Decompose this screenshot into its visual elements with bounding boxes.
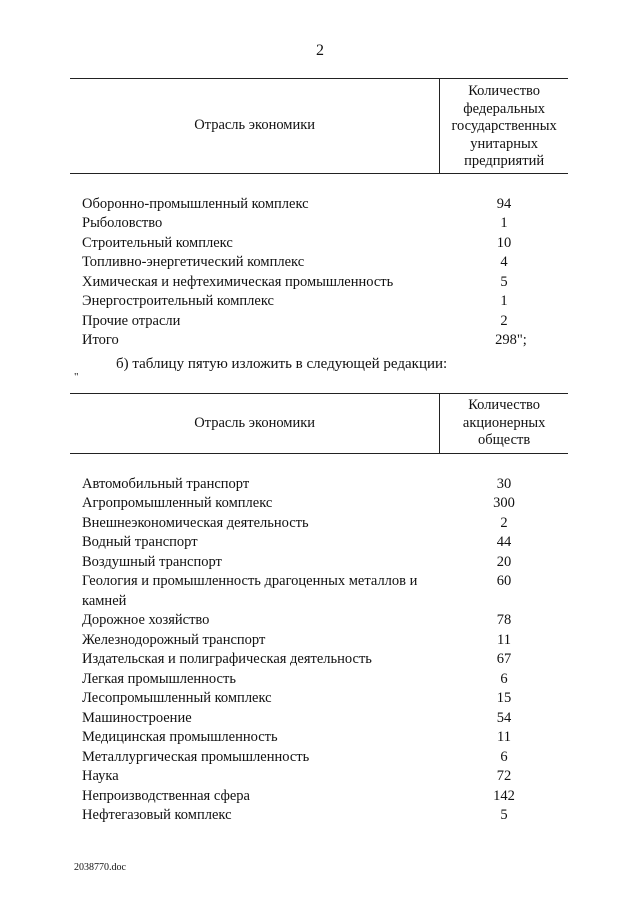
table-row xyxy=(70,195,568,215)
row-count: 30 xyxy=(496,475,512,492)
table-row xyxy=(70,234,568,254)
row-count: 2 xyxy=(500,312,508,329)
row-industry: Железнодорожный транспорт xyxy=(82,631,266,648)
row-industry: Итого xyxy=(82,332,119,348)
row-count: 142 xyxy=(493,787,515,804)
table-row xyxy=(70,689,568,709)
header-count-label xyxy=(439,79,568,173)
row-count: 1 xyxy=(500,293,508,309)
row-count: 11 xyxy=(497,631,511,648)
row-count: 5 xyxy=(500,807,508,823)
row-count: 15 xyxy=(496,690,512,706)
row-count: 54 xyxy=(496,709,512,726)
row-industry: Энергостроительный комплекс xyxy=(82,293,274,309)
row-industry: Геология и промышленность драгоценных металлов и xyxy=(82,573,418,589)
table-body xyxy=(70,174,568,351)
header-count-line: предприятий xyxy=(464,153,545,169)
row-industry: Наука xyxy=(82,768,119,784)
table-header xyxy=(70,78,568,174)
row-count: 1 xyxy=(500,215,508,231)
row-industry: Медицинская промышленность xyxy=(82,729,278,745)
table-header xyxy=(70,393,568,454)
row-count: 6 xyxy=(500,670,508,687)
row-count: 72 xyxy=(496,768,512,784)
header-industry-label: Отрасль экономики xyxy=(194,117,316,134)
table-joint-stock-companies xyxy=(70,393,568,826)
row-industry: Прочие отрасли xyxy=(82,312,181,329)
header-count-label xyxy=(439,394,568,453)
header-industry-label: Отрасль экономики xyxy=(194,414,316,431)
table-body xyxy=(70,454,568,826)
row-industry: Лесопромышленный комплекс xyxy=(82,690,272,706)
table-row xyxy=(70,533,568,553)
row-industry: Воздушный транспорт xyxy=(82,553,222,570)
page-number: 2 xyxy=(316,42,324,59)
row-industry: Внешнеэкономическая деятельность xyxy=(82,514,309,531)
header-count-line: Количество xyxy=(468,83,541,99)
row-count-total: 298"; xyxy=(495,332,527,348)
table-row xyxy=(70,748,568,768)
row-industry: Строительный комплекс xyxy=(82,234,233,251)
row-count: 2 xyxy=(500,514,508,531)
row-industry: Металлургическая промышленность xyxy=(82,748,310,765)
header-count-line: унитарных xyxy=(470,135,538,152)
table-row-continuation xyxy=(70,592,568,612)
row-industry: Издательская и полиграфическая деятельность xyxy=(82,651,372,667)
row-count: 78 xyxy=(496,612,512,628)
table-row xyxy=(70,631,568,651)
row-industry: Топливно-энергетический комплекс xyxy=(82,254,305,270)
header-count-line: Количество xyxy=(468,397,541,413)
table-row xyxy=(70,806,568,826)
header-count-line: обществ xyxy=(478,432,531,448)
row-industry: Дорожное хозяйство xyxy=(82,612,210,628)
row-industry: Агропромышленный комплекс xyxy=(82,495,273,511)
row-industry: Автомобильный транспорт xyxy=(82,475,250,492)
row-count: 6 xyxy=(500,748,508,765)
table-row xyxy=(70,611,568,631)
row-count: 4 xyxy=(500,254,508,270)
row-industry: Оборонно-промышленный комплекс xyxy=(82,195,309,212)
row-industry: Рыболовство xyxy=(82,215,163,231)
row-industry: Легкая промышленность xyxy=(82,670,236,687)
row-count: 5 xyxy=(500,273,508,290)
table-row xyxy=(70,553,568,573)
table-row xyxy=(70,292,568,312)
row-count: 44 xyxy=(496,534,512,550)
table-row xyxy=(70,253,568,273)
table-row xyxy=(70,312,568,332)
table-row xyxy=(70,767,568,787)
row-count: 11 xyxy=(497,729,511,745)
table-row xyxy=(70,728,568,748)
header-count-line: федеральных xyxy=(463,100,546,117)
opening-quote: " xyxy=(74,371,79,383)
table-row xyxy=(70,650,568,670)
row-count: 300 xyxy=(493,495,515,511)
table-row xyxy=(70,709,568,729)
row-count: 10 xyxy=(496,234,512,251)
row-industry: Машиностроение xyxy=(82,709,192,726)
row-industry: Непроизводственная сфера xyxy=(82,787,250,804)
table-federal-enterprises xyxy=(70,78,568,351)
table-row xyxy=(70,514,568,534)
row-count: 67 xyxy=(496,651,512,667)
row-industry: камней xyxy=(82,592,127,609)
row-count: 60 xyxy=(496,573,512,589)
table-row xyxy=(70,475,568,495)
amendment-paragraph: б) таблицу пятую изложить в следующей редакции: xyxy=(116,356,448,372)
table-row xyxy=(70,572,568,592)
header-count-line: акционерных xyxy=(462,414,546,431)
table-row xyxy=(70,273,568,293)
row-industry: Химическая и нефтехимическая промышленность xyxy=(82,273,394,290)
table-row xyxy=(70,787,568,807)
table-row xyxy=(70,214,568,234)
document-filename: 2038770.doc xyxy=(74,862,126,873)
row-industry: Водный транспорт xyxy=(82,534,198,550)
table-row xyxy=(70,670,568,690)
table-row-total xyxy=(70,331,568,351)
header-count-line: государственных xyxy=(451,118,557,134)
row-count: 94 xyxy=(496,195,512,212)
row-industry: Нефтегазовый комплекс xyxy=(82,807,232,823)
table-row xyxy=(70,494,568,514)
row-count: 20 xyxy=(496,553,512,570)
row-count xyxy=(440,592,568,612)
